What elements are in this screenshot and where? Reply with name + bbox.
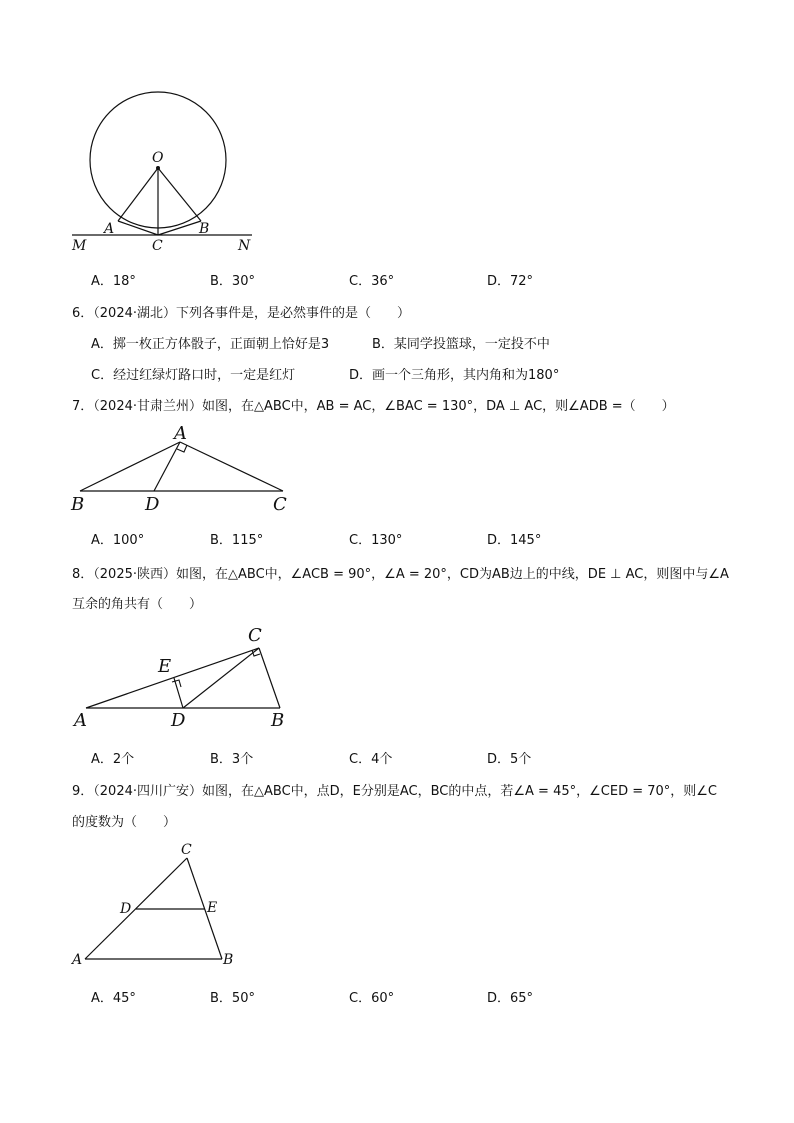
q7-option-b: B．115° (210, 533, 264, 548)
q7-label-b: B (71, 494, 85, 515)
q8-stem-line-2: 互余的角共有（ ） (72, 597, 203, 612)
q7-stem: 7．（2024·甘肃兰州）如图，在△ABC中，AB = AC，∠BAC = 130°，DA ⊥ AC，则∠ADB =（ ） (72, 399, 675, 414)
q8-label-e: E (158, 656, 172, 677)
q7-option-c: C．130° (349, 533, 403, 548)
q6-stem: 6．（2024·湖北）下列各事件是，是必然事件的是（ ） (72, 306, 410, 321)
q7-segment-ad (154, 442, 180, 491)
q8-figure (70, 620, 300, 735)
q8-segment-de (174, 678, 183, 708)
q9-option-c: C．60° (349, 991, 395, 1006)
q8-segment-cb (259, 648, 280, 708)
q8-label-c: C (248, 625, 262, 646)
q8-label-d: D (171, 710, 186, 731)
q5-label-b: B (199, 221, 210, 237)
q8-option-d: D．5个 (487, 752, 532, 767)
q7-option-a: A．100° (91, 533, 145, 548)
q7-segment-ab (80, 442, 180, 491)
q8-label-b: B (271, 710, 285, 731)
q6-option-a: A．掷一枚正方体骰子，正面朝上恰好是3 (91, 337, 330, 352)
q9-option-d: D．65° (487, 991, 534, 1006)
q7-option-d: D．145° (487, 533, 542, 548)
q9-stem-line-1: 9．（2024·四川广安）如图，在△ABC中，点D，E分别是AC，BC的中点，若∠A = 45°，∠CED = 70°，则∠C (72, 784, 718, 799)
q5-option-a: A．18° (91, 274, 136, 289)
q9-label-a: A (72, 952, 83, 968)
q9-label-d: D (120, 901, 132, 917)
q5-label-o: O (152, 150, 164, 166)
q9-figure (65, 840, 255, 975)
q5-label-c: C (152, 238, 163, 254)
q6-option-d: D．画一个三角形，其内角和为180° (349, 368, 560, 383)
q5-figure (60, 90, 270, 260)
q8-segment-cd (183, 648, 259, 708)
q7-label-d: D (145, 494, 160, 515)
q5-option-c: C．36° (349, 274, 395, 289)
q5-label-m: M (72, 238, 87, 254)
q8-segment-ac (86, 648, 259, 708)
q9-stem-line-2: 的度数为（ ） (72, 815, 177, 830)
q7-label-a: A (174, 423, 187, 444)
q9-label-e: E (207, 900, 218, 916)
q5-option-b: B．30° (210, 274, 255, 289)
q8-option-b: B．3个 (210, 752, 254, 767)
q5-option-d: D．72° (487, 274, 534, 289)
q7-label-c: C (273, 494, 287, 515)
q7-segment-ac (180, 442, 283, 491)
q6-option-c: C．经过红绿灯路口时，一定是红灯 (91, 368, 296, 383)
q9-option-a: A．45° (91, 991, 136, 1006)
q7-figure (65, 420, 305, 520)
q9-label-b: B (223, 952, 234, 968)
q5-segment-oa (118, 168, 158, 221)
q8-option-a: A．2个 (91, 752, 135, 767)
q8-stem-line-1: 8．（2025·陕西）如图，在△ABC中，∠ACB = 90°，∠A = 20°，CD为AB边上的中线，DE ⊥ AC，则图中与∠A (72, 567, 729, 582)
q8-label-a: A (74, 710, 87, 731)
q5-segment-ob (158, 168, 201, 221)
q5-center-dot (156, 166, 160, 170)
q5-label-n: N (238, 238, 251, 254)
q6-option-b: B．某同学投篮球，一定投不中 (372, 337, 550, 352)
q9-option-b: B．50° (210, 991, 255, 1006)
q5-label-a: A (104, 221, 115, 237)
q9-label-c: C (181, 842, 192, 858)
q8-option-c: C．4个 (349, 752, 393, 767)
